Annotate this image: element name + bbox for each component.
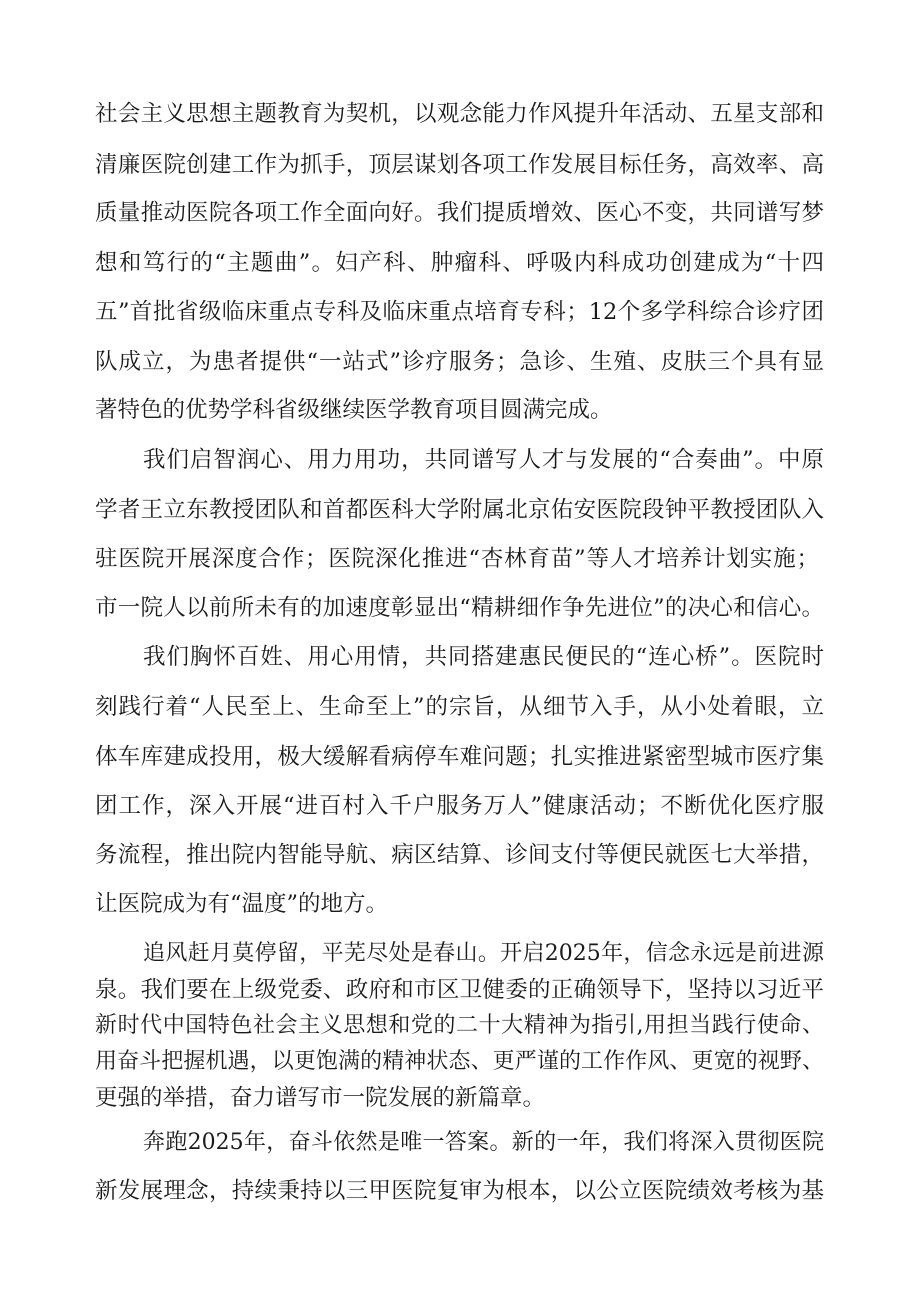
text-line: 让医院成为有“温度”的地方。	[95, 891, 389, 917]
text-line: 团工作，深入开展“进百村入千户服务万人”健康活动；不断优化医疗服	[95, 793, 824, 819]
text-line: 质量推动医院各项工作全面向好。我们提质增效、医心不变，共同谱写梦	[95, 200, 824, 226]
text-line: 社会主义思想主题教育为契机，以观念能力作风提升年活动、五星支部和	[95, 101, 824, 127]
text-line: 追风赶月莫停留，平芜尽处是春山。开启2025年，信念永远是前进源	[143, 941, 824, 966]
text-line: 市一院人以前所未有的加速度彰显出“精耕细作争先进位”的决心和信心。	[95, 595, 824, 621]
text-line: 体车库建成投用，极大缓解看病停车难问题；扎实推进紧密型城市医疗集	[95, 744, 824, 770]
text-line: 务流程，推出院内智能导航、病区结算、诊间支付等便民就医七大举措，	[95, 842, 824, 868]
text-line: 新时代中国特色社会主义思想和党的二十大精神为指引,用担当践行使命、	[95, 1013, 824, 1038]
text-line: 驻医院开展深度合作；医院深化推进“杏林育苗”等人才培养计划实施；	[95, 546, 819, 572]
text-line: 著特色的优势学科省级继续医学教育项目圆满完成。	[95, 397, 613, 423]
text-line: 学者王立东教授团队和首都医科大学附属北京佑安医院段钟平教授团队入	[95, 497, 824, 523]
text-line: 更强的举措，奋力谱写市一院发展的新篇章。	[95, 1085, 546, 1111]
text-line: 我们胸怀百姓、用心用情，共同搭建惠民便民的“连心桥”。医院时	[143, 644, 824, 670]
text-line: 想和笃行的“主题曲”。妇产科、肿瘤科、呼吸内科成功创建成为“十四	[95, 250, 824, 276]
text-line: 用奋斗把握机遇，以更饱满的精神状态、更严谨的工作作风、更宽的视野、	[95, 1049, 824, 1074]
text-line: 队成立，为患者提供“一站式”诊疗服务；急诊、生殖、皮肤三个具有显	[95, 349, 824, 375]
text-line: 新发展理念，持续秉持以三甲医院复审为根本，以公立医院绩效考核为基	[95, 1178, 824, 1204]
text-line: 奔跑2025年，奋斗依然是唯一答案。新的一年，我们将深入贯彻医院	[143, 1130, 824, 1155]
text-line: 清廉医院创建工作为抓手，顶层谋划各项工作发展目标任务，高效率、高	[95, 152, 824, 178]
text-line: 泉。我们要在上级党委、政府和市区卫健委的正确领导下，坚持以习近平	[95, 977, 824, 1003]
text-line: 我们启智润心、用力用功，共同谱写人才与发展的“合奏曲”。中原	[143, 447, 824, 473]
text-line: 刻践行着“人民至上、生命至上”的宗旨，从细节入手，从小处着眼，立	[95, 694, 824, 720]
text-line: 五”首批省级临床重点专科及临床重点培育专科；12个多学科综合诊疗团	[95, 299, 824, 325]
